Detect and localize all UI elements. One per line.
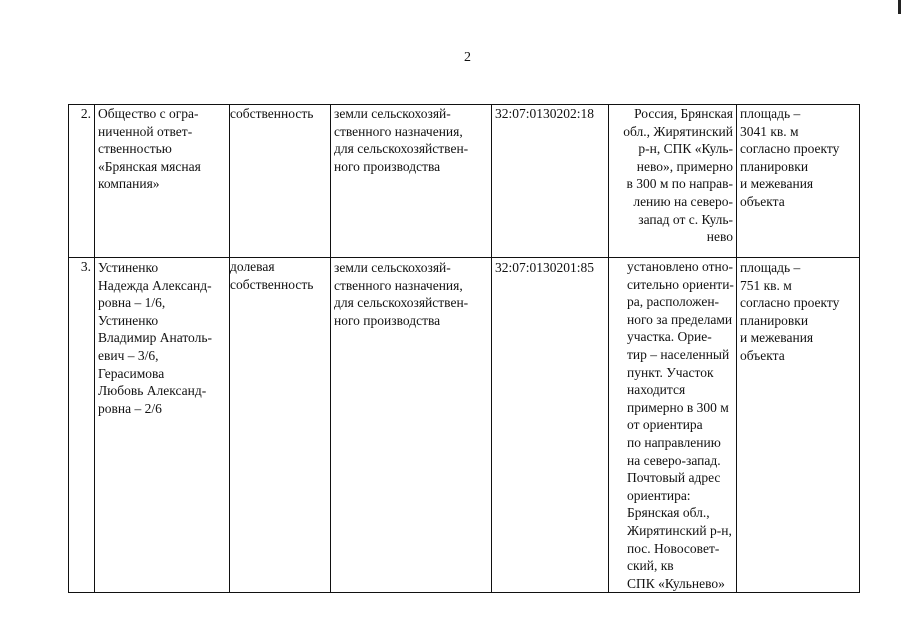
owner-cell (95, 105, 230, 258)
cell-line: участка. Орие- (627, 329, 712, 345)
land-registry-table (68, 104, 860, 593)
cell-line: для сельскохозяйствен- (334, 295, 469, 311)
cell-line: ниченной ответ- (98, 123, 193, 139)
cell-line: ровна – 1/6, (98, 295, 166, 311)
cell-line: запад от с. Куль- (638, 211, 733, 227)
cell-line: и межевания (740, 330, 814, 346)
cell-line: ственного назначения, (334, 277, 463, 293)
cell-line: Любовь Александ- (98, 383, 207, 399)
cell-line: Жирятинский р-н, (627, 522, 732, 538)
right-type-cell (230, 258, 331, 593)
owner-cell (95, 258, 230, 593)
cell-line: евич – 3/6, (98, 347, 159, 363)
land-category-cell (331, 105, 492, 258)
cell-line: р-н, СПК «Куль- (638, 141, 733, 157)
cell-line: Владимир Анатоль- (98, 330, 213, 346)
cell-line: Общество с огра- (98, 106, 199, 121)
cell-line: планировки (740, 312, 809, 328)
cell-line: «Брянская мясная (98, 158, 201, 174)
cell-line: по направлению (627, 434, 721, 450)
cell-line: согласно проекту (740, 295, 840, 311)
right-type-cell (230, 105, 331, 258)
location-cell (609, 258, 737, 593)
cell-line: нево (706, 229, 733, 245)
cell-line: Россия, Брянская (634, 106, 733, 121)
cell-line: Почтовый адрес (627, 470, 721, 486)
cell-line: ного за пределами (627, 311, 733, 327)
cell-line: Устиненко (98, 260, 159, 275)
land-category-cell (331, 258, 492, 593)
cell-line: Устиненко (98, 312, 159, 328)
page-number: 2 (464, 50, 471, 65)
cell-line: лению на северо- (633, 193, 733, 209)
cell-line: ственностью (98, 141, 172, 157)
cell-line: ного производства (334, 158, 441, 174)
cell-line: собственность (230, 276, 314, 292)
cell-line: установлено отно- (627, 259, 733, 274)
cell-line: СПК «Кульнево» (627, 575, 725, 591)
scan-edge-mark (898, 0, 901, 14)
cell-line: площадь – (740, 106, 801, 121)
cell-line: долевая (230, 259, 275, 274)
cell-line: находится (627, 382, 686, 398)
area-cell (737, 258, 860, 593)
cell-line: объекта (740, 193, 785, 209)
cell-line: земли сельскохозяй- (334, 260, 451, 275)
cell-line: для сельскохозяйствен- (334, 141, 469, 157)
cell-line: ственного назначения, (334, 123, 463, 139)
cell-line: примерно в 300 м (627, 399, 729, 415)
cell-line: ский, кв (627, 558, 674, 574)
cell-line: 751 кв. м (740, 277, 792, 293)
cell-line: ровна – 2/6 (98, 400, 162, 416)
area-cell (737, 105, 860, 258)
cell-line: земли сельскохозяй- (334, 106, 451, 121)
row-number: 2. (69, 105, 95, 258)
cell-line: пос. Новосовет- (627, 540, 720, 556)
cell-line: обл., Жирятинский (623, 123, 733, 139)
cell-line: собственность (230, 106, 314, 121)
cell-line: сительно ориенти- (627, 276, 734, 292)
cell-line: ориентира: (627, 487, 691, 503)
cell-line: Герасимова (98, 365, 165, 381)
cell-line: ра, расположен- (627, 294, 720, 310)
cell-line: нево», примерно (636, 158, 733, 174)
cadastral-number-cell: 32:07:0130201:85 (492, 258, 609, 593)
table-row (69, 258, 860, 593)
cell-line: планировки (740, 158, 809, 174)
cell-line: ного производства (334, 312, 441, 328)
cell-line: объекта (740, 347, 785, 363)
cell-line: на северо-запад. (627, 452, 721, 468)
cadastral-number-cell: 32:07:0130202:18 (492, 105, 609, 258)
cell-line: тир – населенный (627, 346, 730, 362)
cell-line: согласно проекту (740, 141, 840, 157)
cell-line: компания» (98, 176, 160, 192)
cell-line: Брянская обл., (627, 505, 710, 521)
cell-line: Надежда Александ- (98, 277, 212, 293)
cell-line: в 300 м по направ- (626, 176, 733, 192)
table-row (69, 105, 860, 258)
cell-line: от ориентира (627, 417, 703, 433)
cell-line: площадь – (740, 260, 801, 275)
cell-line: 3041 кв. м (740, 123, 799, 139)
cell-line: и межевания (740, 176, 814, 192)
cell-line: пункт. Участок (627, 364, 714, 380)
location-cell (609, 105, 737, 258)
row-number: 3. (69, 258, 95, 593)
